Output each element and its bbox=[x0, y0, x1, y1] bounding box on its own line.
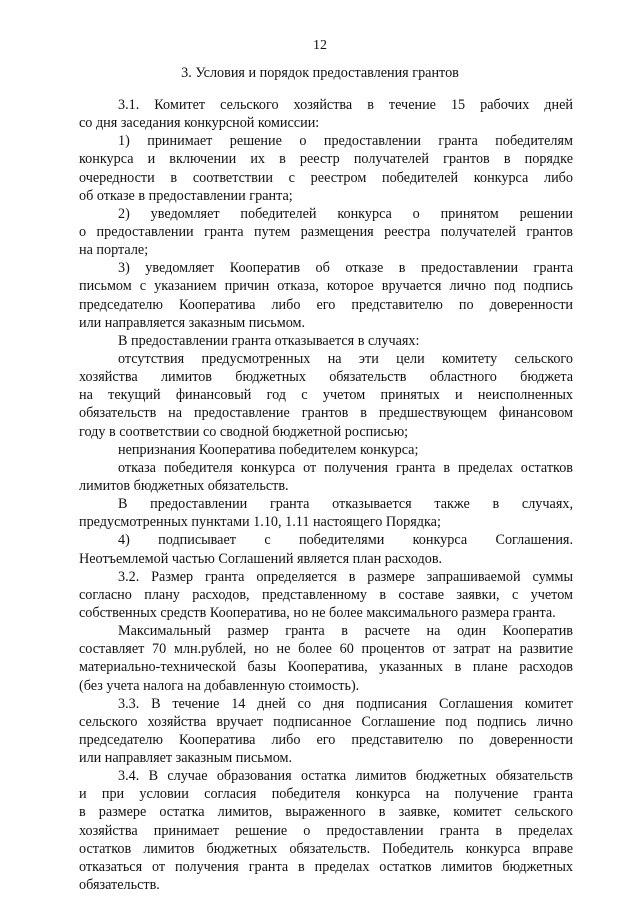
text-line: году в соответствии со сводной бюджетной росписью; bbox=[79, 423, 409, 440]
text-line: Неотъемлемой частью Соглашений является план расходов. bbox=[79, 550, 443, 567]
text-line: составляет 70 млн.рублей, но не более 60 процентов от затрат на развитие bbox=[79, 641, 573, 658]
text-line: хозяйства принимает решение о предоставлении гранта в пределах bbox=[79, 822, 573, 839]
text-line: материально-технической базы Кооператива, указанных в плане расходов bbox=[79, 659, 573, 676]
text-line: предусмотренных пунктами 1.10, 1.11 настоящего Порядка; bbox=[79, 514, 441, 531]
text-line: отсутствия предусмотренных на эти цели комитету сельского bbox=[118, 350, 573, 367]
text-line: об отказе в предоставлении гранта; bbox=[79, 187, 293, 204]
text-line: или направляется заказным письмом. bbox=[79, 314, 306, 331]
text-line: председателю Кооператива либо его представителю по доверенности bbox=[79, 731, 573, 748]
section-title: 3. Условия и порядок предоставления грантов bbox=[181, 65, 459, 81]
page-number: 12 bbox=[313, 38, 327, 53]
text-line: обязательств. bbox=[79, 877, 160, 894]
text-line: остатков лимитов бюджетных обязательств. Победитель конкурса вправе bbox=[79, 840, 573, 857]
text-line: письмом с указанием причин отказа, которое вручается лично под подпись bbox=[79, 278, 573, 295]
text-line: 2) уведомляет победителей конкурса о принятом решении bbox=[118, 205, 573, 222]
text-line: лимитов бюджетных обязательств. bbox=[79, 477, 289, 494]
text-line: отказа победителя конкурса от получения гранта в пределах остатков bbox=[118, 459, 573, 476]
text-line: на портале; bbox=[79, 242, 149, 259]
text-line: хозяйства лимитов бюджетных обязательств областного бюджета bbox=[79, 369, 573, 386]
text-line: В предоставлении гранта отказывается также в случаях, bbox=[118, 496, 573, 513]
text-line: обязательств на предоставление грантов в предшествующем финансовом bbox=[79, 405, 573, 422]
text-line: (без учета налога на добавленную стоимость). bbox=[79, 677, 360, 694]
text-line: сельского хозяйства вручает подписанное Соглашение под подпись лично bbox=[79, 713, 573, 730]
text-line: 1) принимает решение о предоставлении гранта победителям bbox=[118, 133, 573, 150]
text-line: собственных средств Кооператива, но не более максимального размера гранта. bbox=[79, 604, 556, 621]
text-line: В предоставлении гранта отказывается в случаях: bbox=[118, 332, 420, 349]
text-line: председателю Кооператива либо его представителю по доверенности bbox=[79, 296, 573, 313]
text-line: 3.1. Комитет сельского хозяйства в течение 15 рабочих дней bbox=[118, 97, 573, 113]
text-line: 4) подписывает с победителями конкурса Соглашения. bbox=[118, 532, 573, 549]
text-line: 3.3. В течение 14 дней со дня подписания Соглашения комитет bbox=[118, 695, 573, 712]
text-line: 3.2. Размер гранта определяется в размере запрашиваемой суммы bbox=[118, 568, 573, 585]
text-line: или направляет заказным письмом. bbox=[79, 750, 293, 767]
text-line: в размере остатка лимитов, выраженного в заявке, комитет сельского bbox=[79, 804, 573, 821]
document-body bbox=[79, 96, 573, 894]
text-line: о предоставлении гранта путем размещения реестра получателей грантов bbox=[79, 223, 573, 240]
text-line: согласно плану расходов, представленному в составе заявки, с учетом bbox=[79, 586, 573, 603]
text-line: 3.4. В случае образования остатка лимитов бюджетных обязательств bbox=[118, 768, 573, 785]
text-line: 3) уведомляет Кооператив об отказе в предоставлении гранта bbox=[118, 260, 573, 277]
text-line: и при условии согласия победителя конкурса на получение гранта bbox=[79, 786, 573, 803]
text-line: конкурса и включении их в реестр получателей грантов в порядке bbox=[79, 151, 573, 168]
text-line: Максимальный размер гранта в расчете на один Кооператив bbox=[118, 623, 573, 640]
text-line: на текущий финансовый год с учетом принятых и неисполненных bbox=[79, 387, 573, 404]
text-line: непризнания Кооператива победителем конкурса; bbox=[118, 441, 419, 458]
text-line: отказаться от получения гранта в пределах остатков лимитов бюджетных bbox=[79, 858, 573, 875]
text-line: очередности в соответствии с реестром победителей конкурса либо bbox=[79, 169, 573, 186]
text-line: со дня заседания конкурсной комиссии: bbox=[79, 115, 320, 132]
